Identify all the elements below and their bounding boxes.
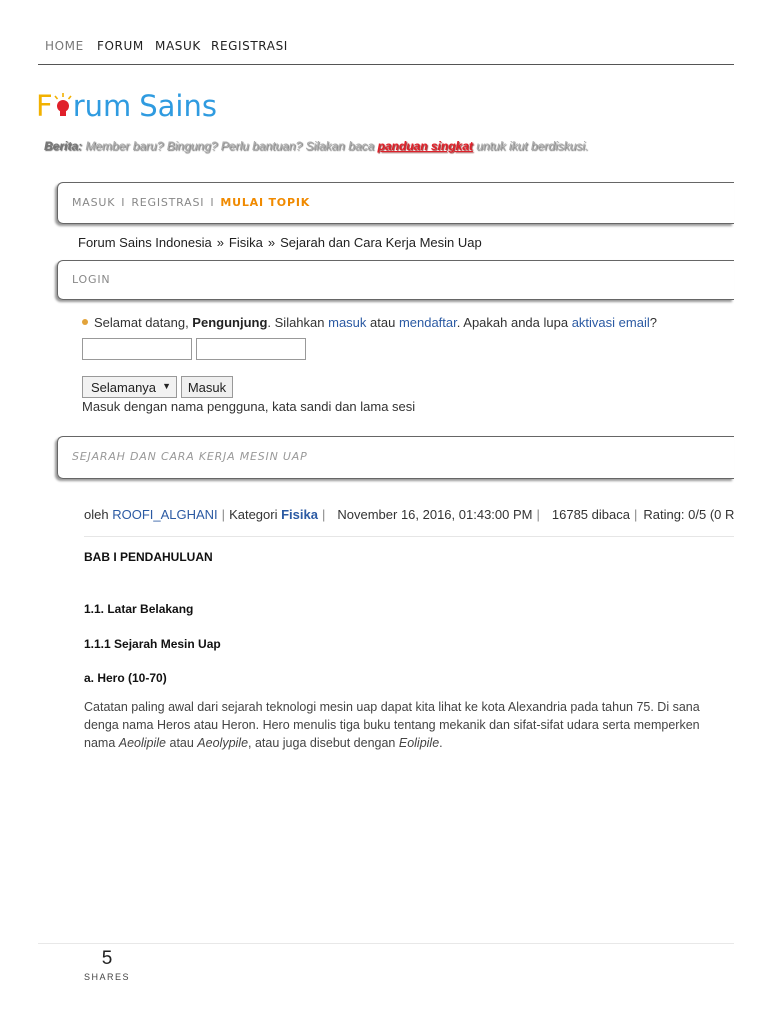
paragraph-line: denga nama Heros atau Heron. Hero menulis tiga buku tentang mekanik dan sifat-sifat udara serta memperken <box>84 718 700 732</box>
user-bar <box>57 182 734 224</box>
welcome-mid3: . Apakah anda lupa <box>456 315 572 330</box>
breadcrumb <box>78 235 482 250</box>
welcome-register-link[interactable]: mendaftar <box>398 315 457 330</box>
footer-divider <box>38 943 734 944</box>
welcome-login-link[interactable]: masuk <box>328 315 367 330</box>
lightbulb-icon <box>53 90 73 118</box>
meta-kategori-label: Kategori <box>229 507 282 522</box>
site-logo[interactable] <box>36 86 217 126</box>
article-title: SEJARAH DAN CARA KERJA MESIN UAP <box>72 450 308 463</box>
meta-by: oleh <box>84 507 113 522</box>
italic-term: Eolipile <box>398 736 440 750</box>
paragraph-line <box>84 734 734 752</box>
text-span: , atau juga disebut dengan <box>248 736 399 750</box>
meta-divider: | <box>633 507 638 522</box>
breadcrumb-current[interactable]: Sejarah dan Cara Kerja Mesin Uap <box>280 235 482 250</box>
login-box-title: LOGIN <box>72 273 111 286</box>
logo-text-sains: Sains <box>139 89 217 123</box>
paragraph-line: Catatan paling awal dari sejarah teknologi mesin uap dapat kita lihat ke kota Alexandria pada tahun 75. Di sana <box>84 700 700 714</box>
nav-registrasi-link[interactable]: REGISTRASI <box>211 39 288 53</box>
welcome-user: Pengunjung <box>192 315 268 330</box>
welcome-prefix: Selamat datang, <box>94 315 193 330</box>
login-submit-button[interactable]: Masuk <box>181 376 233 398</box>
heading-latar-belakang: 1.1. Latar Belakang <box>84 602 194 616</box>
userbar-mulai-topik-link[interactable]: MULAI TOPIK <box>220 196 311 209</box>
meta-date: November 16, 2016, 01:43:00 PM <box>337 507 533 522</box>
article-title-box <box>57 436 734 479</box>
password-input[interactable] <box>196 338 306 360</box>
session-length-value: Selamanya <box>91 380 157 395</box>
text-span: . <box>439 736 443 750</box>
breadcrumb-separator: » <box>216 235 224 250</box>
bullet-icon <box>82 319 88 325</box>
shares-count[interactable]: 5 <box>101 948 113 969</box>
shares-label: SHARES <box>84 972 131 982</box>
news-guide-link[interactable]: panduan singkat <box>377 139 473 153</box>
italic-term: Aeolypile <box>197 736 249 750</box>
username-input[interactable] <box>82 338 192 360</box>
news-label: Berita: <box>44 139 83 153</box>
news-ticker <box>44 139 588 153</box>
breadcrumb-category[interactable]: Fisika <box>228 235 263 250</box>
meta-rating: Rating: 0/5 (0 R <box>643 507 734 522</box>
logo-letter-f: F <box>36 89 53 123</box>
login-hint: Masuk dengan nama pengguna, kata sandi dan lama sesi <box>82 399 416 414</box>
nav-masuk-link[interactable]: MASUK <box>155 39 201 53</box>
userbar-separator: I <box>121 196 126 209</box>
dropdown-arrow-icon: ▼ <box>162 381 171 391</box>
news-text-before: Member baru? Bingung? Perlu bantuan? Silakan baca <box>82 139 378 153</box>
text-span: nama <box>84 736 119 750</box>
session-length-select[interactable] <box>82 376 177 398</box>
heading-hero: a. Hero (10-70) <box>84 671 167 685</box>
heading-bab: BAB I PENDAHULUAN <box>84 550 213 564</box>
article-meta <box>84 507 734 537</box>
welcome-message <box>82 315 657 330</box>
meta-divider: | <box>221 507 226 522</box>
nav-forum-link[interactable]: FORUM <box>97 39 144 53</box>
user-bar-links <box>72 196 310 209</box>
meta-views: 16785 dibaca <box>551 507 630 522</box>
nav-home-link[interactable]: HOME <box>45 39 84 53</box>
welcome-mid2: atau <box>366 315 399 330</box>
breadcrumb-separator: » <box>267 235 276 250</box>
article-paragraph <box>84 698 734 752</box>
userbar-registrasi-link[interactable]: REGISTRASI <box>131 196 205 209</box>
text-span: atau <box>166 736 198 750</box>
breadcrumb-home[interactable]: Forum Sains Indonesia <box>78 235 212 250</box>
meta-category-link[interactable]: Fisika <box>281 507 318 522</box>
welcome-suffix: ? <box>649 315 657 330</box>
logo-text-rum: rum <box>72 89 132 123</box>
userbar-separator: I <box>210 196 215 209</box>
meta-divider: | <box>536 507 540 522</box>
italic-term: Aeolipile <box>118 736 167 750</box>
meta-divider: | <box>321 507 326 522</box>
userbar-masuk-link[interactable]: MASUK <box>72 196 116 209</box>
heading-sejarah: 1.1.1 Sejarah Mesin Uap <box>84 637 221 651</box>
login-box <box>57 260 734 300</box>
meta-author-link[interactable]: ROOFI_ALGHANI <box>112 507 218 522</box>
top-nav <box>38 32 734 65</box>
welcome-activation-link[interactable]: aktivasi email <box>571 315 650 330</box>
news-text-after: untuk ikut berdiskusi. <box>472 139 589 153</box>
welcome-mid1: . Silahkan <box>267 315 329 330</box>
